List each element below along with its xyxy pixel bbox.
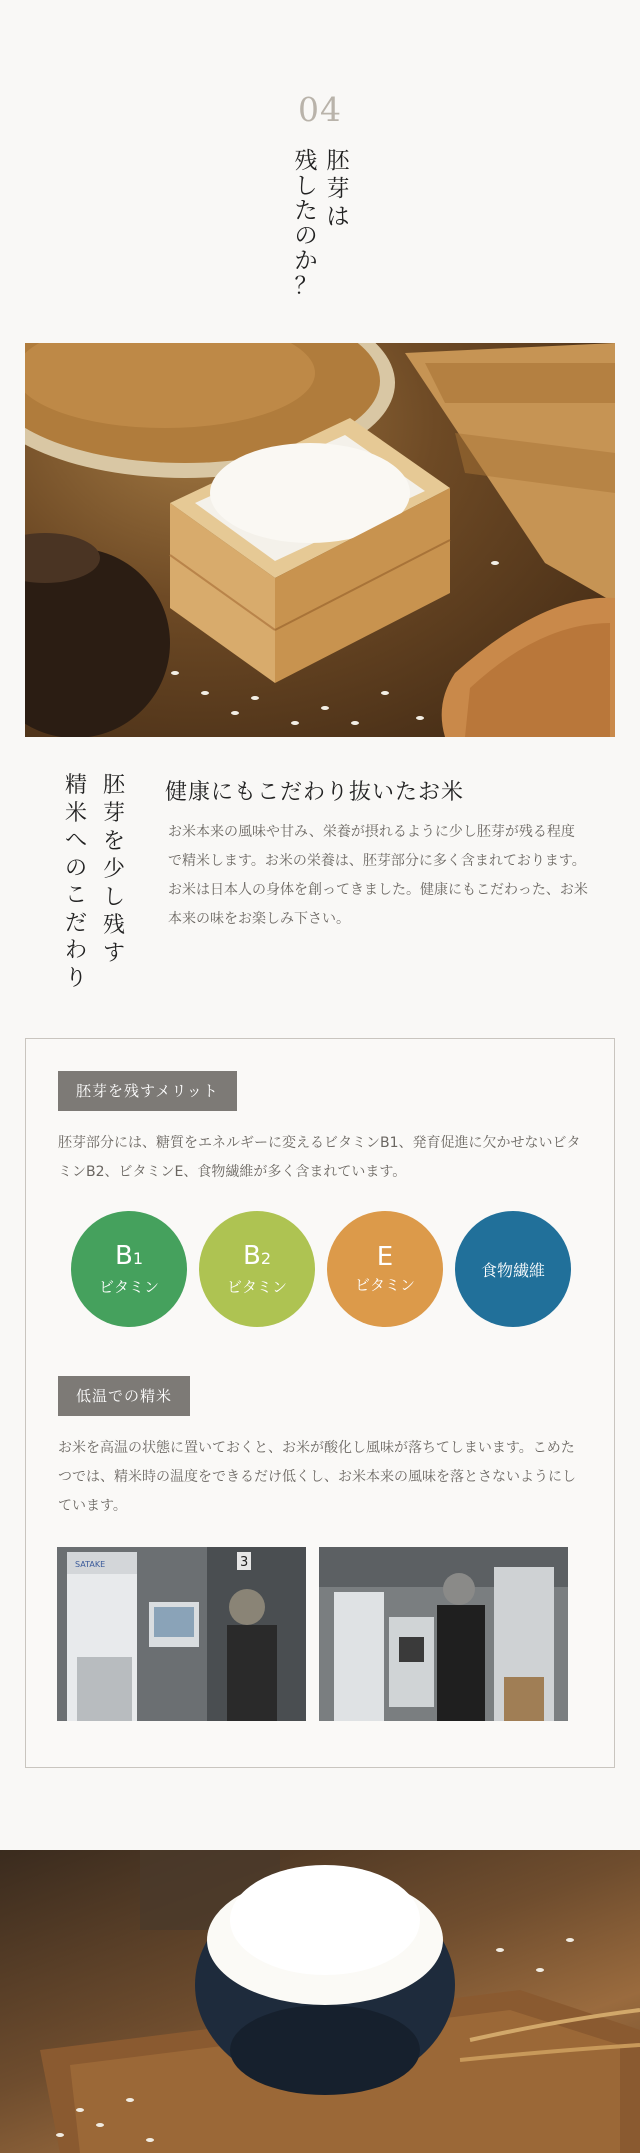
vertical-char: た: [294, 198, 318, 224]
vertical-char: し: [294, 173, 318, 199]
section-title: [290, 150, 354, 300]
intro-text: お米本来の風味や甘み、栄養が摂れるように少し胚芽が残る程度で精米します。お米の栄養は、胚芽部分に多く含まれております。お米は日本人の身体を創ってきました。健康にもこだわった、お米本来の味をお楽しみ下さい。: [168, 824, 588, 927]
rice-bowl-photo: [0, 1850, 640, 2153]
nutrient-sub: 2: [260, 1248, 272, 1268]
nutrient-circle-b1: [71, 1211, 187, 1327]
vertical-char: 胚: [326, 148, 350, 174]
vertical-char: こ: [64, 883, 87, 908]
machine-brand-label: SATAKE: [75, 1560, 106, 1569]
intro-vertical-title: [58, 775, 128, 995]
nutrient-label: 食物繊維: [480, 1260, 545, 1280]
vertical-char: の: [294, 223, 318, 249]
vertical-char: ？: [294, 273, 318, 299]
factory-photo-2: [319, 1547, 568, 1721]
vertical-char: を: [102, 829, 125, 854]
vertical-char: 残: [294, 148, 318, 174]
nutrient-circles: [71, 1211, 571, 1329]
vertical-char: の: [64, 855, 87, 881]
nutrient-circle-fiber: [455, 1211, 571, 1327]
vertical-char: 米: [64, 800, 87, 826]
vertical-char: す: [102, 941, 125, 966]
merit-tag: 胚芽を残すメリット: [58, 1071, 237, 1111]
nutrient-circle-b2: [199, 1211, 315, 1327]
merit-text: 胚芽部分には、糖質をエネルギーに変えるビタミンB1、発育促進に欠かせないビタミンB2、ビタミンE、食物繊維が多く含まれています。: [58, 1135, 581, 1180]
nutrient-label: ビタミン: [354, 1276, 415, 1294]
pillar-number: 3: [240, 1555, 249, 1570]
factory-photo-1: [57, 1547, 306, 1721]
vertical-char: だ: [64, 910, 87, 936]
intro-title-col-1: [100, 775, 128, 995]
vertical-char: わ: [64, 938, 87, 963]
nutrient-label: ビタミン: [226, 1277, 287, 1296]
merit-box: [25, 1038, 615, 1768]
rice-masu-photo: [25, 343, 615, 737]
intro-title-col-2: [62, 775, 90, 995]
nutrient-letter: B: [242, 1240, 261, 1271]
nutrient-letter: B: [114, 1240, 133, 1271]
low-temp-text: お米を高温の状態に置いておくと、お米が酸化し風味が落ちてしまいます。こめたつでは、精米時の温度をできるだけ低くし、お米本来の風味を落とさないようにしています。: [58, 1440, 576, 1514]
nutrient-sub: 1: [132, 1248, 144, 1268]
vertical-char: へ: [64, 828, 87, 853]
vertical-char: り: [64, 965, 87, 991]
section-title-col-1: [324, 150, 352, 300]
vertical-char: は: [326, 204, 350, 230]
nutrient-label: ビタミン: [98, 1277, 159, 1296]
section-number: 04: [298, 90, 342, 129]
vertical-char: 芽: [326, 176, 350, 202]
vertical-char: 少: [102, 857, 125, 882]
vertical-char: 芽: [102, 801, 125, 826]
vertical-char: 残: [102, 913, 125, 938]
intro-heading: 健康にもこだわり抜いたお米: [165, 780, 465, 805]
vertical-char: か: [294, 248, 318, 274]
vertical-char: 精: [64, 773, 87, 798]
vertical-char: し: [102, 885, 125, 910]
low-temp-tag: 低温での精米: [58, 1376, 190, 1416]
section-title-col-2: [292, 150, 320, 300]
nutrient-circle-e: [327, 1211, 443, 1327]
vertical-char: 胚: [102, 773, 125, 798]
nutrient-letter: E: [376, 1242, 394, 1272]
